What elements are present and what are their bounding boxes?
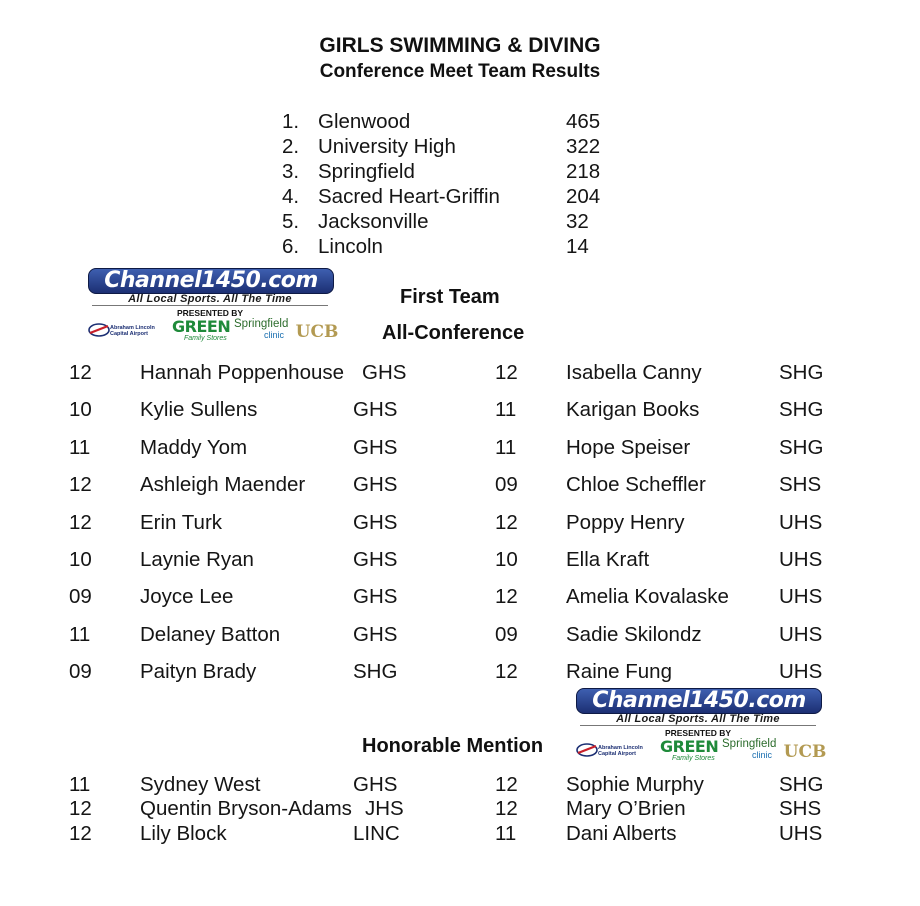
first-team-heading: First Team xyxy=(400,286,500,308)
athlete-name: Sophie Murphy xyxy=(566,773,704,796)
athlete-name: Maddy Yom xyxy=(140,436,248,459)
athlete-school: GHS xyxy=(353,773,398,796)
channel1450-logo xyxy=(576,688,826,768)
athlete-name: Joyce Lee xyxy=(140,585,234,608)
athlete-grade: 11 xyxy=(69,436,91,459)
team-rank: 5. xyxy=(282,210,300,233)
athlete-school: UHS xyxy=(779,511,823,534)
all-conference-heading: All-Conference xyxy=(382,322,525,344)
athlete-name: Erin Turk xyxy=(140,511,223,534)
honorable-mention-heading: Honorable Mention xyxy=(362,735,544,757)
athlete-school: SHG xyxy=(353,660,398,683)
team-rank: 4. xyxy=(282,185,300,208)
springfield-clinic-logo: Springfield clinic xyxy=(234,318,289,340)
team-name: Sacred Heart-Griffin xyxy=(318,185,500,208)
athlete-grade: 12 xyxy=(69,361,92,384)
athlete-name: Paityn Brady xyxy=(140,660,257,683)
athlete-grade: 12 xyxy=(69,822,92,845)
athlete-grade: 12 xyxy=(495,660,518,683)
team-name: Jacksonville xyxy=(318,210,429,233)
athlete-school: SHS xyxy=(779,797,822,820)
athlete-school: SHS xyxy=(779,473,822,496)
athlete-name: Sydney West xyxy=(140,773,261,796)
athlete-name: Chloe Scheffler xyxy=(566,473,706,496)
athlete-grade: 11 xyxy=(495,436,517,459)
athlete-name: Mary O’Brien xyxy=(566,797,686,820)
athlete-school: GHS xyxy=(353,473,398,496)
athlete-name: Quentin Bryson-Adams xyxy=(140,797,352,820)
channel1450-logo xyxy=(88,268,338,348)
athlete-grade: 09 xyxy=(69,585,92,608)
svg-text:UCB: UCB xyxy=(783,742,827,762)
athlete-grade: 12 xyxy=(69,473,92,496)
athlete-school: SHG xyxy=(779,361,824,384)
athlete-grade: 11 xyxy=(69,773,91,796)
athlete-school: GHS xyxy=(362,361,407,384)
athlete-school: GHS xyxy=(353,623,398,646)
team-rank: 6. xyxy=(282,235,300,258)
green-family-stores-logo: GREEN Family Stores xyxy=(172,317,231,342)
athlete-school: GHS xyxy=(353,436,398,459)
channel1450-brand: Channel1450.com xyxy=(576,688,822,714)
athlete-name: Amelia Kovalaske xyxy=(566,585,729,608)
athlete-school: SHG xyxy=(779,773,824,796)
ucb-logo xyxy=(295,318,339,342)
athlete-grade: 12 xyxy=(495,361,518,384)
athlete-school: SHG xyxy=(779,436,824,459)
athlete-school: GHS xyxy=(353,398,398,421)
athlete-name: Laynie Ryan xyxy=(140,548,254,571)
airport-swoosh-icon xyxy=(88,320,110,340)
team-name: Springfield xyxy=(318,160,415,183)
athlete-school: LINC xyxy=(353,822,400,845)
athlete-grade: 11 xyxy=(69,623,91,646)
team-points: 204 xyxy=(566,185,601,208)
athlete-grade: 12 xyxy=(495,585,518,608)
athlete-grade: 12 xyxy=(495,773,518,796)
logo-tagline: All Local Sports. All The Time xyxy=(580,713,816,726)
ucb-logo xyxy=(783,738,827,762)
team-rank: 1. xyxy=(282,110,300,133)
team-name: Glenwood xyxy=(318,110,411,133)
athlete-grade: 12 xyxy=(69,511,92,534)
athlete-name: Raine Fung xyxy=(566,660,672,683)
presented-by-label: PRESENTED BY xyxy=(664,728,732,738)
athlete-name: Dani Alberts xyxy=(566,822,677,845)
logo-tagline: All Local Sports. All The Time xyxy=(92,293,328,306)
athlete-school: GHS xyxy=(353,585,398,608)
athlete-grade: 09 xyxy=(69,660,92,683)
team-points: 32 xyxy=(566,210,589,233)
channel1450-brand: Channel1450.com xyxy=(88,268,334,294)
athlete-name: Delaney Batton xyxy=(140,623,281,646)
athlete-name: Kylie Sullens xyxy=(140,398,258,421)
athlete-name: Sadie Skilondz xyxy=(566,623,702,646)
athlete-school: JHS xyxy=(365,797,404,820)
athlete-school: UHS xyxy=(779,548,823,571)
green-family-stores-logo: GREEN Family Stores xyxy=(660,737,719,762)
athlete-name: Hope Speiser xyxy=(566,436,691,459)
athlete-grade: 11 xyxy=(495,822,517,845)
sponsor-logos xyxy=(88,318,338,344)
athlete-grade: 12 xyxy=(495,511,518,534)
athlete-name: Hannah Poppenhouse xyxy=(140,361,345,384)
airport-logo: Abraham Lincoln Capital Airport xyxy=(576,738,656,762)
athlete-grade: 12 xyxy=(495,797,518,820)
athlete-school: UHS xyxy=(779,660,823,683)
athlete-school: UHS xyxy=(779,585,823,608)
airport-logo: Abraham Lincoln Capital Airport xyxy=(88,318,168,342)
athlete-school: SHG xyxy=(779,398,824,421)
team-name: Lincoln xyxy=(318,235,383,258)
athlete-name: Lily Block xyxy=(140,822,227,845)
sponsor-logos xyxy=(576,738,826,764)
athlete-name: Ashleigh Maender xyxy=(140,473,306,496)
athlete-grade: 09 xyxy=(495,623,518,646)
springfield-clinic-logo: Springfield clinic xyxy=(722,738,777,760)
team-rank: 2. xyxy=(282,135,300,158)
athlete-name: Poppy Henry xyxy=(566,511,685,534)
athlete-school: UHS xyxy=(779,623,823,646)
team-name: University High xyxy=(318,135,456,158)
athlete-name: Ella Kraft xyxy=(566,548,650,571)
team-points: 322 xyxy=(566,135,601,158)
airport-swoosh-icon xyxy=(576,740,598,760)
team-points: 465 xyxy=(566,110,601,133)
svg-text:UCB: UCB xyxy=(295,322,339,342)
team-points: 14 xyxy=(566,235,589,258)
page-subtitle: Conference Meet Team Results xyxy=(319,61,601,82)
presented-by-label: PRESENTED BY xyxy=(176,308,244,318)
athlete-name: Isabella Canny xyxy=(566,361,702,384)
athlete-grade: 09 xyxy=(495,473,518,496)
athlete-grade: 10 xyxy=(69,548,92,571)
athlete-school: GHS xyxy=(353,548,398,571)
athlete-school: UHS xyxy=(779,822,823,845)
page-title: GIRLS SWIMMING & DIVING xyxy=(319,34,601,57)
athlete-grade: 10 xyxy=(69,398,92,421)
athlete-name: Karigan Books xyxy=(566,398,700,421)
athlete-grade: 12 xyxy=(69,797,92,820)
team-points: 218 xyxy=(566,160,601,183)
athlete-school: GHS xyxy=(353,511,398,534)
athlete-grade: 11 xyxy=(495,398,517,421)
team-rank: 3. xyxy=(282,160,300,183)
athlete-grade: 10 xyxy=(495,548,518,571)
